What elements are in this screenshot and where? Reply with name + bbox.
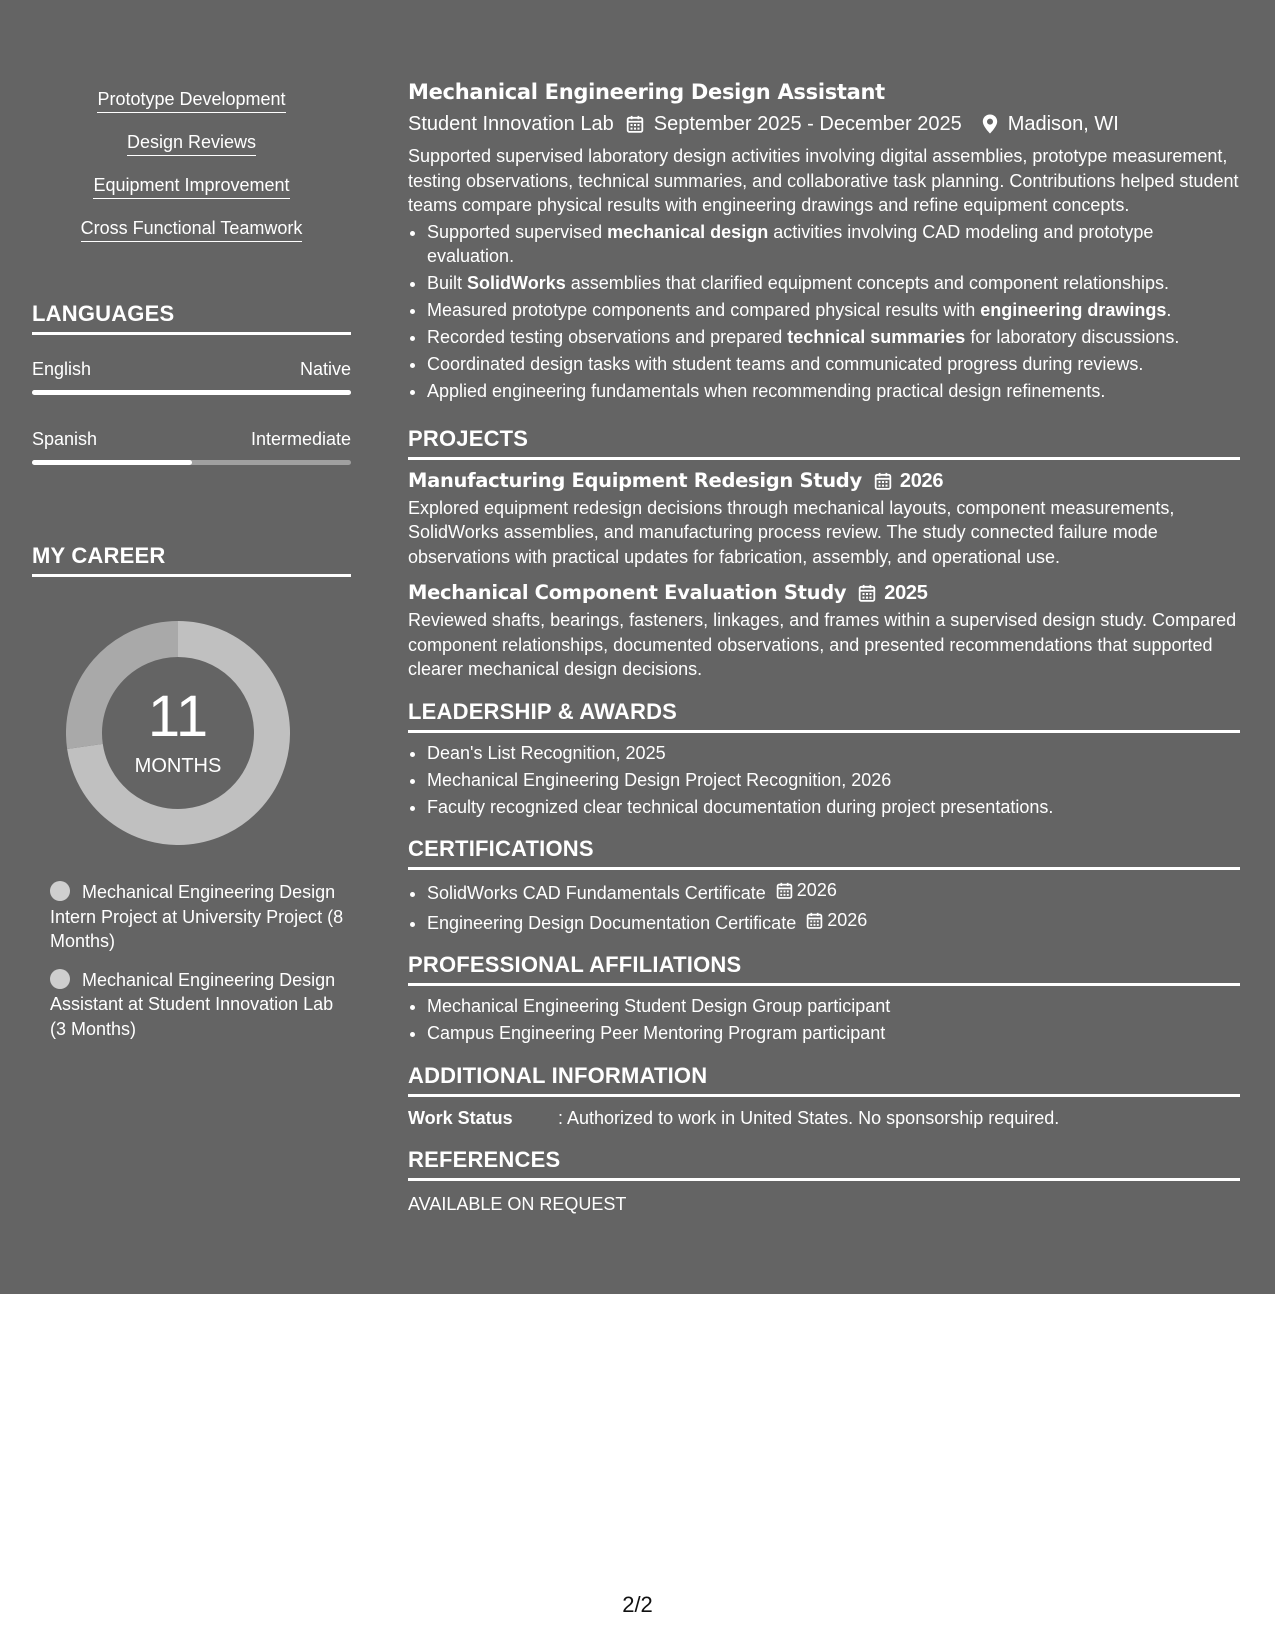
bullet-keyword: mechanical design xyxy=(607,221,769,242)
certifications-list xyxy=(408,878,1240,935)
right-column xyxy=(408,78,1240,1216)
bullet-text: for laboratory discussions. xyxy=(965,327,1180,347)
bullet-text: Coordinated design tasks with student teams and communicated progress during reviews. xyxy=(427,354,1144,374)
career-donut-chart xyxy=(66,621,290,845)
section-rule xyxy=(408,1094,1240,1097)
references-text: AVAILABLE ON REQUEST xyxy=(408,1193,627,1214)
skill-tag: Design Reviews xyxy=(127,131,256,156)
career-total-value: 11 xyxy=(147,684,209,749)
skill-tag: Prototype Development xyxy=(97,88,285,113)
calendar-icon xyxy=(626,115,644,133)
job-bullet xyxy=(427,220,1240,269)
work-status-row xyxy=(408,1106,1240,1130)
skill-tag: Cross Functional Teamwork xyxy=(81,217,303,242)
career-legend-label: Mechanical Engineering Design Assistant at Student Innovation Lab (3 Months) xyxy=(50,969,336,1039)
certificate-year: 2026 xyxy=(827,909,868,930)
languages-heading xyxy=(32,301,351,335)
project-name: Manufacturing Equipment Redesign Study xyxy=(408,468,862,492)
job-summary: Supported supervised laboratory design activities involving digital assemblies, prototype measurement, testing observations, technical summaries, and collaborative task planning. Contributions helped student teams compare physical results with engineering drawings and refine equipment concepts. xyxy=(408,146,1239,215)
work-status-value: : Authorized to work in United States. No sponsorship required. xyxy=(558,1107,1060,1128)
list-item: • Dean's List Recognition, 2025 xyxy=(427,741,1240,766)
section-title: PROJECTS xyxy=(408,425,529,451)
language-name: Spanish xyxy=(32,429,98,449)
section-title: PROFESSIONAL AFFILIATIONS xyxy=(408,952,742,977)
skill-tag: Equipment Improvement xyxy=(93,174,289,199)
section-title: CERTIFICATIONS xyxy=(408,836,594,861)
language-level: Native xyxy=(299,359,351,379)
job-dates: September 2025 - December 2025 xyxy=(653,113,962,135)
project-description: Reviewed shafts, bearings, fasteners, linkages, and frames within a supervised design study. Compared component relationships, documented observations, and presented recommendations that supported clearer mechanical design decisions. xyxy=(408,610,1237,679)
bullet-text: Built xyxy=(427,273,468,293)
calendar-icon xyxy=(858,584,876,602)
list-item xyxy=(427,878,1240,905)
career-legend xyxy=(50,880,350,1055)
bullet-text: assemblies that clarified equipment concepts and component relationships. xyxy=(565,273,1170,293)
section-rule xyxy=(408,457,1240,460)
language-bar-fill xyxy=(32,460,192,465)
project-title xyxy=(408,580,1240,606)
list-item: • Campus Engineering Peer Mentoring Program participant xyxy=(427,1021,1240,1046)
section-rule xyxy=(408,730,1240,733)
bullet-text: Applied engineering fundamentals when recommending practical design refinements. xyxy=(427,381,1106,401)
job-bullet xyxy=(427,325,1240,350)
legend-dot-icon xyxy=(50,969,70,989)
job-location: Madison, WI xyxy=(1007,113,1119,135)
career-legend-item xyxy=(50,968,350,1042)
work-status-label: Work Status xyxy=(408,1107,513,1128)
section-rule xyxy=(32,574,351,577)
section-rule xyxy=(408,1178,1240,1181)
job-bullet xyxy=(427,379,1240,404)
section-title: ADDITIONAL INFORMATION xyxy=(408,1062,708,1088)
list-item xyxy=(427,908,1240,935)
affiliations-list xyxy=(408,994,1240,1046)
calendar-icon xyxy=(806,912,823,929)
project-year: 2025 xyxy=(884,582,928,604)
section-rule xyxy=(32,332,351,335)
language-name: English xyxy=(32,359,92,379)
projects-section xyxy=(408,426,1240,682)
career-legend-item xyxy=(50,880,350,954)
bullet-text: activities involving CAD modeling and prototype evaluation. xyxy=(427,221,1154,266)
section-title: LANGUAGES xyxy=(32,301,175,326)
leadership-list xyxy=(408,741,1240,820)
calendar-icon xyxy=(874,472,892,490)
location-pin-icon xyxy=(982,114,998,134)
language-bar xyxy=(32,460,351,465)
language-spanish xyxy=(32,428,351,465)
job-meta xyxy=(408,110,1240,138)
bullet-keyword: technical summaries xyxy=(787,327,966,347)
certificate-name: Engineering Design Documentation Certificate xyxy=(427,912,797,933)
page-number: 2/2 xyxy=(622,1592,653,1617)
certificate-year: 2026 xyxy=(796,880,837,900)
section-rule xyxy=(408,867,1240,870)
legend-dot-icon xyxy=(50,881,70,901)
job-bullets xyxy=(408,220,1240,404)
bullet-keyword: SolidWorks xyxy=(467,273,566,293)
job-bullet xyxy=(427,298,1240,323)
language-level: Intermediate xyxy=(250,429,351,449)
list-item: • Mechanical Engineering Design Project Recognition, 2026 xyxy=(427,768,1240,793)
leadership-section xyxy=(408,699,1240,820)
project-title xyxy=(408,468,1240,494)
job-company: Student Innovation Lab xyxy=(408,113,614,135)
career-legend-label: Mechanical Engineering Design Intern Project at University Project (8 Months) xyxy=(50,882,344,951)
certificate-name: SolidWorks CAD Fundamentals Certificate xyxy=(427,882,766,903)
section-title: LEADERSHIP & AWARDS xyxy=(408,698,678,724)
project-description: Explored equipment redesign decisions through mechanical layouts, component measurements, SolidWorks assemblies, and manufacturing process review. The study connected failure mode observations with practical updates for fabrication, assembly, and operational use. xyxy=(408,497,1175,567)
job-bullet xyxy=(427,352,1240,377)
project-year: 2026 xyxy=(899,469,944,492)
bullet-text: Supported supervised xyxy=(427,221,608,242)
section-title: REFERENCES xyxy=(408,1146,561,1172)
affiliations-section xyxy=(408,952,1240,1046)
list-item: • Faculty recognized clear technical documentation during project presentations. xyxy=(427,795,1240,820)
certifications-section xyxy=(408,836,1240,935)
additional-info-section xyxy=(408,1063,1240,1130)
job-bullet xyxy=(427,271,1240,296)
section-rule xyxy=(408,983,1240,986)
calendar-icon xyxy=(776,882,793,899)
bullet-keyword: engineering drawings xyxy=(980,300,1167,320)
bullet-text: Recorded testing observations and prepared xyxy=(427,327,788,347)
skills-list xyxy=(32,88,351,260)
bullet-text: Measured prototype components and compared physical results with xyxy=(427,300,981,320)
career-heading xyxy=(32,543,351,577)
job-title: Mechanical Engineering Design Assistant xyxy=(408,80,885,104)
references-section xyxy=(408,1147,1240,1216)
list-item: • Mechanical Engineering Student Design Group participant xyxy=(427,994,1240,1019)
bullet-text: . xyxy=(1166,300,1172,320)
language-bar-fill xyxy=(32,390,351,395)
career-total-unit: MONTHS xyxy=(134,755,222,777)
section-title: MY CAREER xyxy=(32,543,166,568)
language-english xyxy=(32,358,351,395)
project-name: Mechanical Component Evaluation Study xyxy=(408,581,847,604)
language-bar xyxy=(32,390,351,395)
